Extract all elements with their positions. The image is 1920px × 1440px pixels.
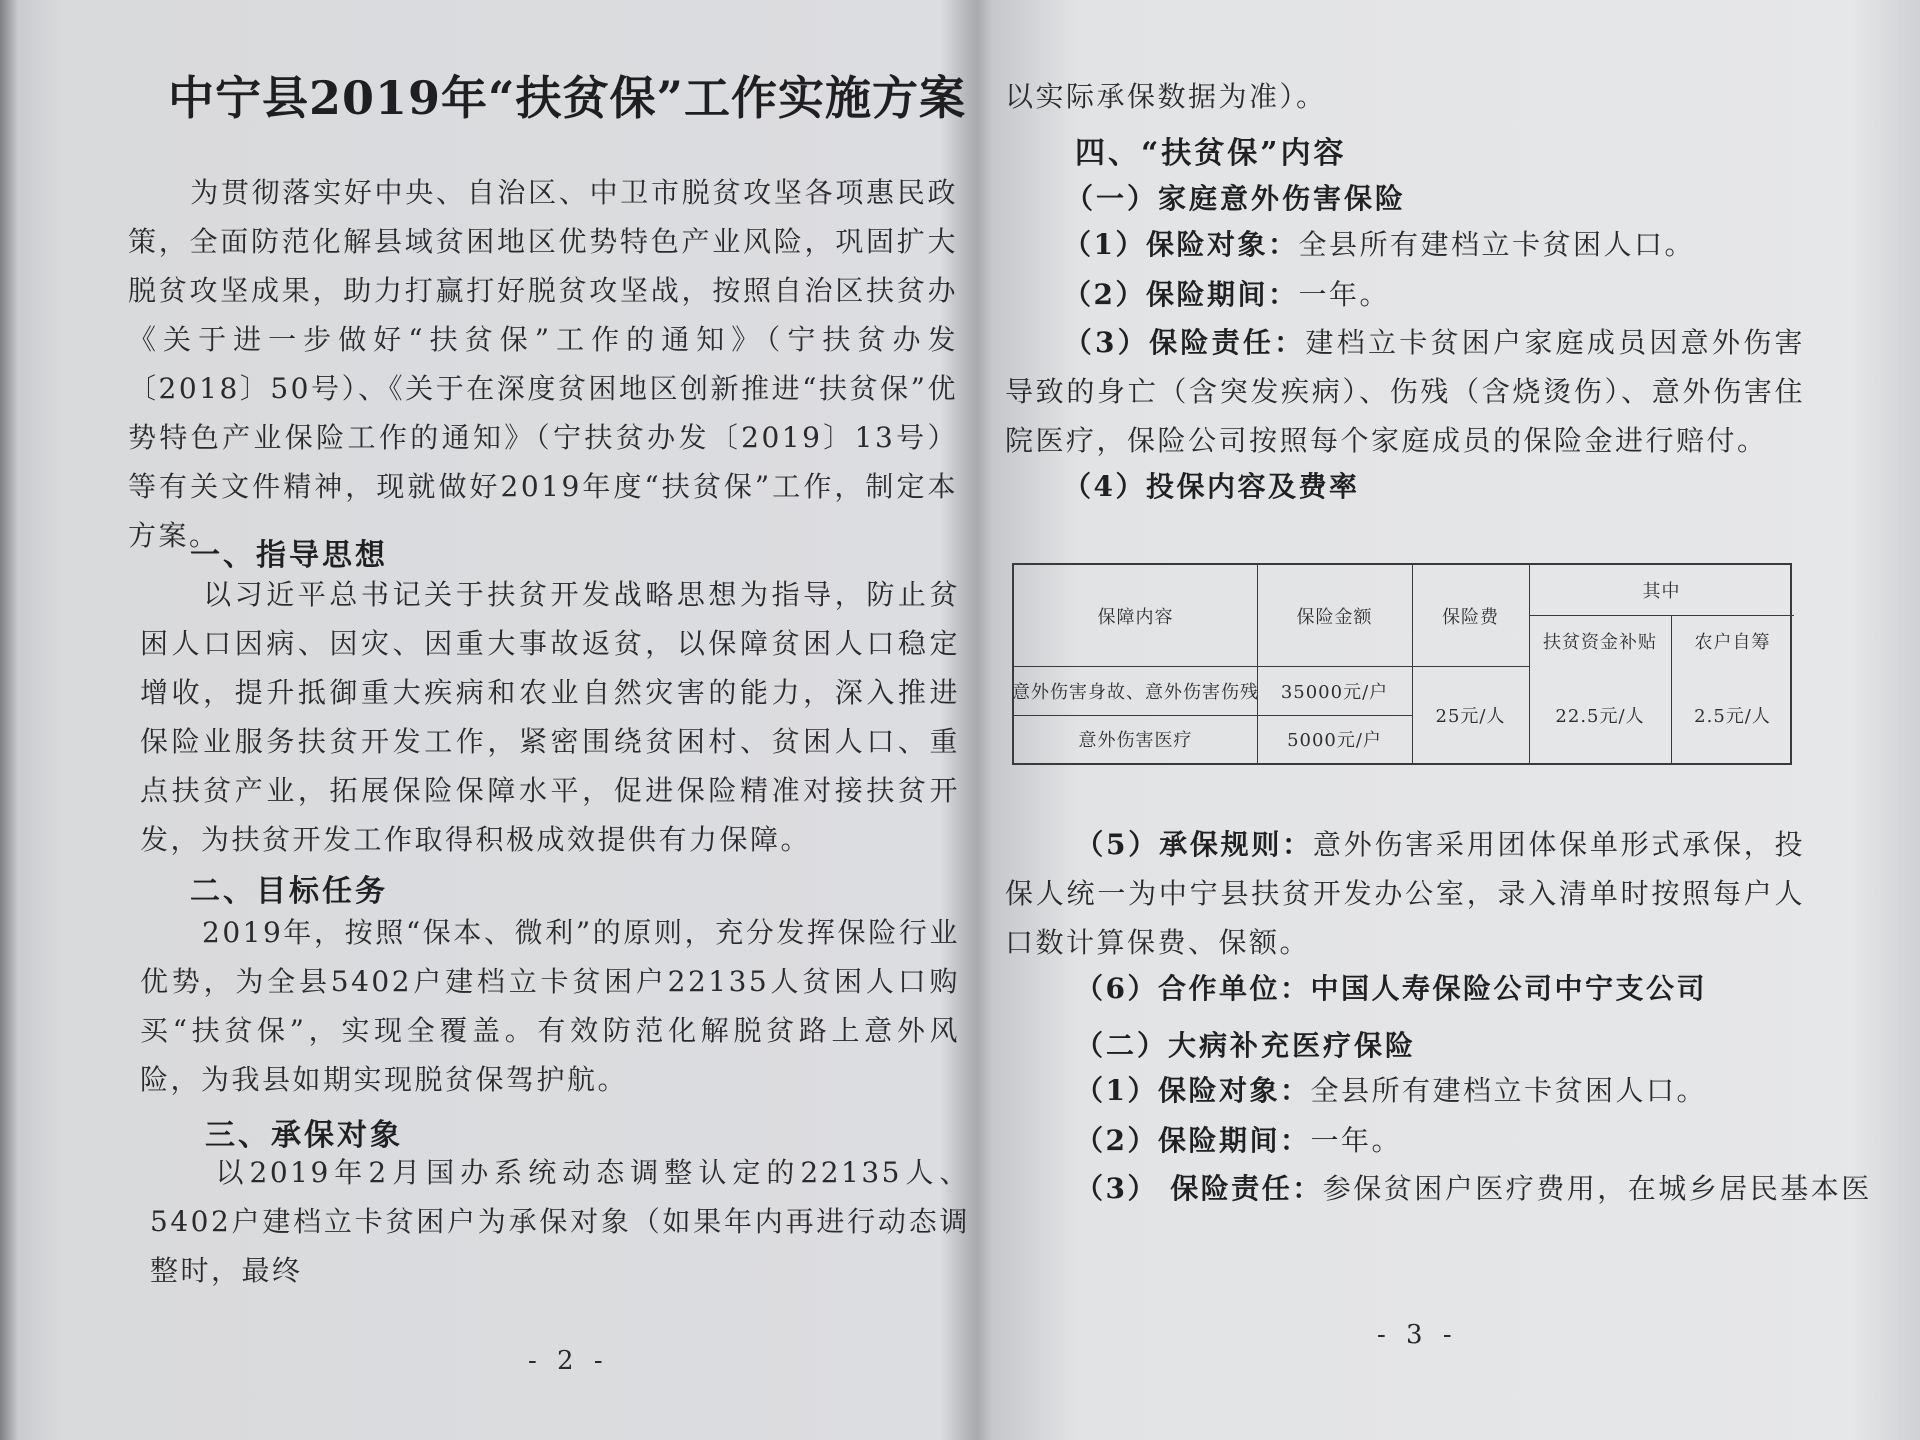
section1-heading: 一、指导思想 [190, 538, 388, 573]
premium-table [1012, 563, 1792, 765]
row1-amount: 35000元/户 [1280, 681, 1389, 703]
section1-paragraph: 以习近平总书记关于扶贫开发战略思想为指导，防止贫困人口因病、因灾、因重大事故返贫，以保障贫困人口稳定增收，提升抵御重大疾病和农业自然灾害的能力，深入推进保险业服务扶贫开发工作，紧密围绕贫困村、贫困人口、重点扶贫产业，拓展保险保障水平，促进保险精准对接扶贫开发，为扶贫开发工作取得积极成效提供有力保障。 [140, 578, 960, 856]
page-number-left: - 2 - [528, 1346, 609, 1376]
row2-coverage: 意外伤害医疗 [1078, 730, 1193, 751]
section2-paragraph: 2019年，按照“保本、微利”的原则，充分发挥保险行业优势，为全县5402户建档立卡贫困户22135人贫困人口购买“扶贫保”，实现全覆盖。有效防范化解脱贫路上意外风险，为我县如期实现脱贫保驾护航。 [140, 916, 960, 1096]
sub1-item-5: （5）承保规则：意外伤害采用团体保单形式承保，投保人统一为中宁县扶贫开发办公室，录入清单时按照每户人口数计算保费、保额。 [1005, 828, 1805, 959]
row1-coverage: 意外伤害身故、意外伤害伤残 [1012, 681, 1259, 703]
section3-heading: 三、承保对象 [205, 1118, 403, 1153]
section3-paragraph: 以2019年2月国办系统动态调整认定的22135人、5402户建档立卡贫困户为承保对象（如果年内再进行动态调整时，最终 [150, 1156, 970, 1287]
sub1-item-4: （4）投保内容及费率 [1063, 470, 1360, 503]
cell-premium: 25元/人 [1435, 705, 1506, 727]
cell-subsidy: 22.5元/人 [1555, 705, 1645, 727]
sub2-item-1: （1）保险对象：全县所有建档立卡贫困人口。 [1075, 1074, 1707, 1107]
sub1-item-6: （6）合作单位：中国人寿保险公司中宁支公司 [1075, 972, 1707, 1005]
sub2-heading: （二）大病补充医疗保险 [1075, 1029, 1417, 1062]
header-self: 农户自筹 [1694, 631, 1771, 653]
sub1-heading: （一）家庭意外伤害保险 [1065, 182, 1407, 215]
continuation-line: 以实际承保数据为准）。 [1005, 80, 1327, 113]
header-premium: 保险费 [1442, 606, 1499, 628]
sub1-item-1: （1）保险对象：全县所有建档立卡贫困人口。 [1063, 228, 1695, 261]
row2-amount: 5000元/户 [1287, 730, 1382, 751]
sub2-item-2: （2）保险期间：一年。 [1075, 1124, 1402, 1157]
header-coverage: 保障内容 [1097, 606, 1174, 628]
sub1-item-2: （2）保险期间：一年。 [1063, 278, 1390, 311]
intro-paragraph: 为贯彻落实好中央、自治区、中卫市脱贫攻坚各项惠民政策，全面防范化解县域贫困地区优势特色产业风险，巩固扩大脱贫攻坚成果，助力打赢打好脱贫攻坚战，按照自治区扶贫办《关于进一步做好“扶贫保”工作的通知》（宁扶贫办发〔2018〕50号）、《关于在深度贫困地区创新推进“扶贫保”优势特色产业保险工作的通知》（宁扶贫办发〔2019〕13号）等有关文件精神，现就做好2019年度“扶贫保”工作，制定本方案。 [128, 176, 958, 552]
cell-self: 2.5元/人 [1694, 705, 1771, 727]
document-title: 中宁县2019年“扶贫保”工作实施方案 [168, 71, 966, 125]
sub2-item-3: （3） 保险责任：参保贫困户医疗费用，在城乡居民基本医 [1075, 1172, 1872, 1205]
header-subsidy: 扶贫资金补贴 [1543, 631, 1657, 653]
header-of-which: 其中 [1642, 581, 1681, 602]
header-amount: 保险金额 [1296, 606, 1373, 628]
section4-heading: 四、“扶贫保”内容 [1075, 136, 1347, 171]
section2-heading: 二、目标任务 [190, 874, 388, 909]
sub1-item-3: （3）保险责任：建档立卡贫困户家庭成员因意外伤害导致的身亡（含突发疾病）、伤残（含烧烫伤）、意外伤害住院医疗，保险公司按照每个家庭成员的保险金进行赔付。 [1005, 326, 1805, 457]
page-right [985, 0, 1920, 1440]
page-number-right: - 3 - [1377, 1320, 1458, 1350]
